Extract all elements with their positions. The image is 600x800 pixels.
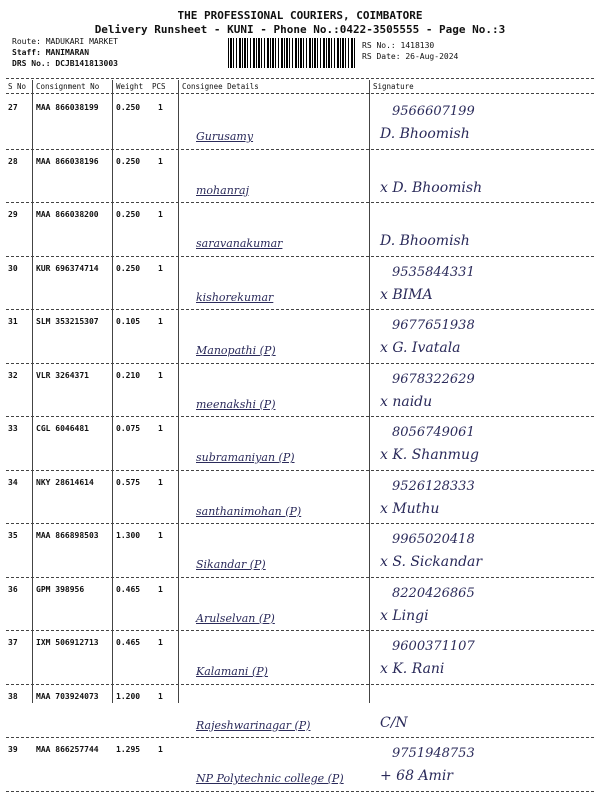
consignment-number: NKY 28614614 <box>36 477 94 487</box>
pcs-count: 1 <box>158 263 163 273</box>
phone-number: 9751948753 <box>392 746 475 761</box>
table-row <box>0 524 600 578</box>
serial-number: 31 <box>8 317 18 326</box>
consignee-name: saravanakumar <box>196 237 283 250</box>
consignment-number: CGL 6046481 <box>36 424 89 433</box>
serial-number: 39 <box>8 745 18 754</box>
pcs-count: 1 <box>158 317 163 326</box>
weight-value: 0.250 <box>116 103 141 112</box>
serial-number: 30 <box>8 263 18 273</box>
phone-number: 9526128333 <box>392 478 475 494</box>
signature: x Lingi <box>380 607 429 624</box>
serial-number: 29 <box>8 210 18 219</box>
signature: C/N <box>380 714 408 731</box>
signature: x K. Shanmug <box>380 447 479 463</box>
table-row <box>0 738 600 792</box>
table-row <box>0 578 600 632</box>
weight-value: 0.575 <box>116 477 141 487</box>
serial-number: 28 <box>8 156 18 166</box>
table-row <box>0 471 600 525</box>
pcs-count: 1 <box>158 103 163 112</box>
consignment-number: MAA 866038196 <box>36 156 99 166</box>
col-consignment: Consignment No <box>36 82 100 91</box>
consignee-name: santhanimohan (P) <box>196 504 302 518</box>
consignee-name: Gurusamy <box>196 130 254 143</box>
consignee-name: NP Polytechnic college (P) <box>196 772 344 785</box>
consignee-name: Rajeshwarinagar (P) <box>196 718 311 732</box>
serial-number: 36 <box>8 584 18 594</box>
weight-value: 1.295 <box>116 745 141 754</box>
consignment-number: MAA 866038200 <box>36 210 99 219</box>
consignee-name: meenakshi (P) <box>196 397 276 411</box>
table-row <box>0 685 600 739</box>
staff-label: Staff: MANIMARAN <box>12 48 90 57</box>
col-weight: Weight <box>116 82 144 91</box>
weight-value: 0.465 <box>116 638 141 647</box>
weight-value: 0.105 <box>116 317 141 326</box>
signature: + 68 Amir <box>380 768 454 784</box>
rs-date: RS Date: 26-Aug-2024 <box>362 52 459 61</box>
table-row <box>0 310 600 364</box>
consignment-number: GPM 398956 <box>36 584 85 594</box>
consignment-number: MAA 866038199 <box>36 103 99 112</box>
pcs-count: 1 <box>158 477 163 487</box>
weight-value: 0.250 <box>116 263 141 273</box>
signature: x D. Bhoomish <box>380 179 483 196</box>
table-row <box>0 150 600 204</box>
barcode <box>228 38 356 68</box>
phone-number: 8056749061 <box>392 425 475 440</box>
table-row <box>0 417 600 471</box>
phone-number: 9566607199 <box>392 104 475 119</box>
consignment-number: IXM 506912713 <box>36 638 99 647</box>
serial-number: 27 <box>8 103 18 112</box>
consignee-name: Manopathi (P) <box>196 344 276 357</box>
col-consignee: Consignee Details <box>182 82 259 91</box>
signature: D. Bhoomish <box>380 233 470 249</box>
signature: x S. Sickandar <box>380 554 483 570</box>
serial-number: 32 <box>8 370 18 380</box>
phone-number: 9965020418 <box>392 532 475 547</box>
header-bottom-rule <box>6 93 594 94</box>
pcs-count: 1 <box>158 424 163 433</box>
signature: D. Bhoomish <box>380 126 470 142</box>
pcs-count: 1 <box>158 370 163 380</box>
phone-number: 9535844331 <box>392 264 475 280</box>
weight-value: 1.300 <box>116 531 141 540</box>
table-row <box>0 364 600 418</box>
signature: x Muthu <box>380 500 440 517</box>
signature: x K. Rani <box>380 661 445 677</box>
rs-number: RS No.: 1418130 <box>362 41 435 50</box>
serial-number: 33 <box>8 424 18 433</box>
signature: x G. Ivatala <box>380 340 461 356</box>
table-row <box>0 203 600 257</box>
consignee-name: subramaniyan (P) <box>196 451 295 464</box>
serial-number: 35 <box>8 531 18 540</box>
weight-value: 1.200 <box>116 691 141 701</box>
consignment-number: SLM 353215307 <box>36 317 99 326</box>
col-sno: S No <box>8 82 27 91</box>
runsheet-title: Delivery Runsheet - KUNI - Phone No.:0422-3505555 - Page No.:3 <box>94 23 506 36</box>
col-pcs: PCS <box>152 82 166 91</box>
header-top-rule <box>6 78 594 79</box>
signature: x naidu <box>380 393 433 410</box>
phone-number: 9678322629 <box>392 371 475 387</box>
phone-number: 9677651938 <box>392 318 475 333</box>
consignee-name: kishorekumar <box>196 290 274 304</box>
company-name: THE PROFESSIONAL COURIERS, COIMBATORE <box>177 9 423 22</box>
weight-value: 0.250 <box>116 156 141 166</box>
consignment-number: VLR 3264371 <box>36 370 89 380</box>
pcs-count: 1 <box>158 210 163 219</box>
pcs-count: 1 <box>158 745 163 754</box>
weight-value: 0.250 <box>116 210 141 219</box>
consignment-number: KUR 696374714 <box>36 263 99 273</box>
consignee-name: mohanraj <box>196 183 250 197</box>
pcs-count: 1 <box>158 638 163 647</box>
signature: x BIMA <box>380 286 433 303</box>
phone-number: 8220426865 <box>392 585 475 601</box>
weight-value: 0.075 <box>116 424 141 433</box>
weight-value: 0.210 <box>116 370 141 380</box>
consignee-name: Sikandar (P) <box>196 558 266 571</box>
pcs-count: 1 <box>158 584 163 594</box>
consignment-number: MAA 866898503 <box>36 531 99 540</box>
serial-number: 34 <box>8 477 18 487</box>
col-signature: Signature <box>373 82 414 91</box>
pcs-count: 1 <box>158 691 163 701</box>
weight-value: 0.465 <box>116 584 141 594</box>
row-rule <box>6 791 594 792</box>
consignee-name: Arulselvan (P) <box>196 611 275 625</box>
route-label: Route: MADUKARI MARKET <box>12 37 118 46</box>
table-row <box>0 96 600 150</box>
pcs-count: 1 <box>158 156 163 166</box>
drs-number: DRS No.: DCJB141813003 <box>12 59 118 68</box>
serial-number: 38 <box>8 691 18 701</box>
table-row <box>0 631 600 685</box>
serial-number: 37 <box>8 638 18 647</box>
phone-number: 9600371107 <box>392 639 475 654</box>
consignment-number: MAA 866257744 <box>36 745 99 754</box>
pcs-count: 1 <box>158 531 163 540</box>
table-row <box>0 257 600 311</box>
consignee-name: Kalamani (P) <box>196 665 268 678</box>
consignment-number: MAA 703924073 <box>36 691 99 701</box>
